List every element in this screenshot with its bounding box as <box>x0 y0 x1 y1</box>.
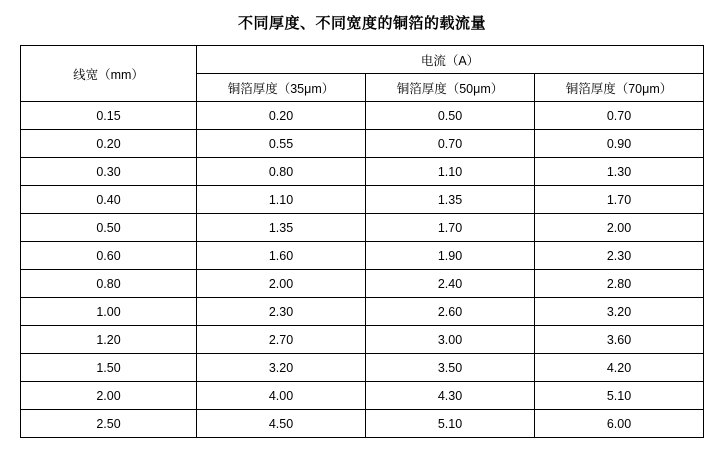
cell-current-35: 2.00 <box>197 270 366 298</box>
cell-current-35: 2.30 <box>197 298 366 326</box>
cell-line-width: 0.30 <box>21 158 197 186</box>
table-row <box>21 410 704 438</box>
table-row <box>21 102 704 130</box>
cell-line-width: 0.20 <box>21 130 197 158</box>
cell-current-70: 1.70 <box>535 186 704 214</box>
cell-current-70: 2.00 <box>535 214 704 242</box>
current-capacity-table <box>20 45 704 438</box>
cell-current-35: 4.50 <box>197 410 366 438</box>
table-row <box>21 270 704 298</box>
header-row-top <box>21 46 704 74</box>
cell-line-width: 0.60 <box>21 242 197 270</box>
header-thickness-70: 铜箔厚度（70μm） <box>535 74 704 102</box>
cell-current-50: 2.40 <box>366 270 535 298</box>
cell-current-35: 1.35 <box>197 214 366 242</box>
cell-current-70: 3.60 <box>535 326 704 354</box>
cell-line-width: 0.40 <box>21 186 197 214</box>
table-row <box>21 214 704 242</box>
table-row <box>21 242 704 270</box>
header-line-width: 线宽（mm） <box>21 46 197 102</box>
cell-current-35: 1.60 <box>197 242 366 270</box>
table-row <box>21 326 704 354</box>
cell-current-35: 0.80 <box>197 158 366 186</box>
cell-current-70: 2.80 <box>535 270 704 298</box>
table-container <box>0 45 724 438</box>
cell-current-70: 0.70 <box>535 102 704 130</box>
cell-current-35: 2.70 <box>197 326 366 354</box>
cell-current-50: 0.70 <box>366 130 535 158</box>
cell-current-50: 1.90 <box>366 242 535 270</box>
cell-current-70: 6.00 <box>535 410 704 438</box>
cell-current-70: 0.90 <box>535 130 704 158</box>
cell-current-35: 4.00 <box>197 382 366 410</box>
table-head <box>21 46 704 102</box>
cell-line-width: 1.00 <box>21 298 197 326</box>
cell-current-50: 3.50 <box>366 354 535 382</box>
cell-line-width: 1.50 <box>21 354 197 382</box>
table-row <box>21 354 704 382</box>
cell-current-50: 1.70 <box>366 214 535 242</box>
table-row <box>21 382 704 410</box>
cell-current-50: 5.10 <box>366 410 535 438</box>
cell-current-70: 3.20 <box>535 298 704 326</box>
header-current-group: 电流（A） <box>197 46 704 74</box>
table-body <box>21 102 704 438</box>
cell-current-50: 1.35 <box>366 186 535 214</box>
header-thickness-50: 铜箔厚度（50μm） <box>366 74 535 102</box>
table-row <box>21 158 704 186</box>
cell-current-50: 4.30 <box>366 382 535 410</box>
cell-current-70: 4.20 <box>535 354 704 382</box>
table-row <box>21 298 704 326</box>
cell-current-70: 2.30 <box>535 242 704 270</box>
cell-line-width: 0.80 <box>21 270 197 298</box>
cell-line-width: 0.50 <box>21 214 197 242</box>
page-title: 不同厚度、不同宽度的铜箔的载流量 <box>237 15 486 32</box>
cell-current-70: 5.10 <box>535 382 704 410</box>
cell-line-width: 2.00 <box>21 382 197 410</box>
cell-current-50: 1.10 <box>366 158 535 186</box>
cell-line-width: 2.50 <box>21 410 197 438</box>
header-thickness-35: 铜箔厚度（35μm） <box>197 74 366 102</box>
cell-line-width: 0.15 <box>21 102 197 130</box>
table-row <box>21 130 704 158</box>
table-row <box>21 186 704 214</box>
cell-current-35: 0.20 <box>197 102 366 130</box>
cell-current-35: 1.10 <box>197 186 366 214</box>
cell-current-50: 0.50 <box>366 102 535 130</box>
cell-current-50: 3.00 <box>366 326 535 354</box>
cell-current-70: 1.30 <box>535 158 704 186</box>
cell-line-width: 1.20 <box>21 326 197 354</box>
cell-current-35: 0.55 <box>197 130 366 158</box>
cell-current-35: 3.20 <box>197 354 366 382</box>
cell-current-50: 2.60 <box>366 298 535 326</box>
